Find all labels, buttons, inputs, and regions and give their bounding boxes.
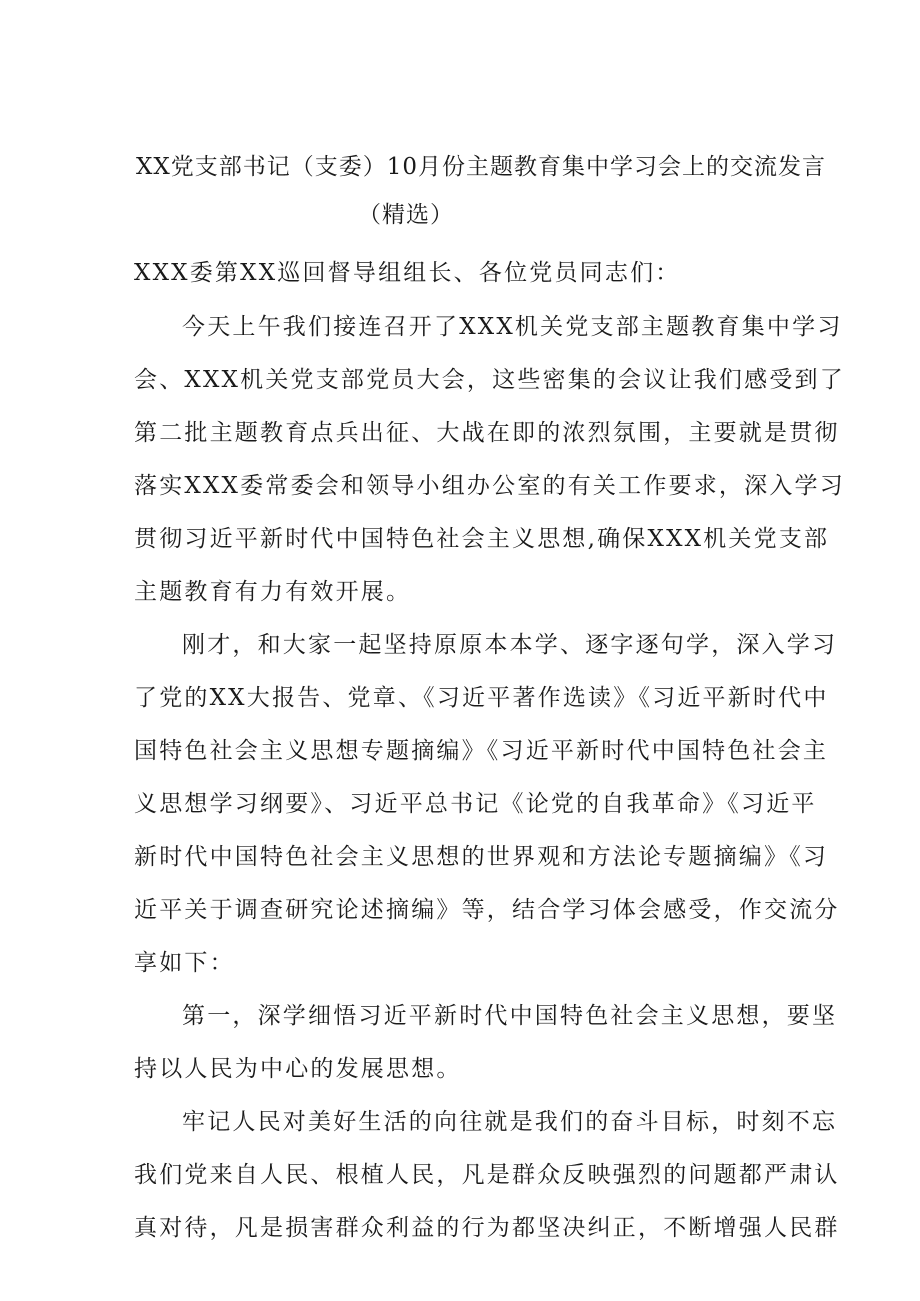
salutation: XXX委第XX巡回督导组组长、各位党员同志们：	[134, 260, 681, 286]
body-line: 落实XXX委常委会和领导小组办公室的有关工作要求，深入学习	[134, 473, 845, 499]
body-line: 新时代中国特色社会主义思想的世界观和方法论专题摘编》《习	[134, 844, 829, 870]
body-line: 第一，深学细悟习近平新时代中国特色社会主义思想，要坚	[182, 1003, 838, 1029]
body-line: 刚才，和大家一起坚持原原本本学、逐字逐句学，深入学习	[182, 632, 838, 658]
body-line: 贯彻习近平新时代中国特色社会主义思想,确保XXX机关党支部	[134, 526, 830, 552]
body-line: 近平关于调查研究论述摘编》等，结合学习体会感受，作交流分	[134, 897, 840, 923]
body-line: 牢记人民对美好生活的向往就是我们的奋斗目标，时刻不忘	[182, 1109, 838, 1135]
document-subtitle: （精选）	[358, 202, 454, 228]
body-line: 国特色社会主义思想专题摘编》《习近平新时代中国特色社会主	[134, 738, 829, 764]
body-line: 真对待，凡是损害群众利益的行为都坚决纠正，不断增强人民群	[134, 1215, 840, 1241]
body-line: 义思想学习纲要》、习近平总书记《论党的自我革命》《习近平	[134, 791, 817, 817]
body-line: 我们党来自人民、根植人民，凡是群众反映强烈的问题都严肃认	[134, 1162, 840, 1188]
body-line: 会、XXX机关党支部党员大会，这些密集的会议让我们感受到了	[134, 367, 845, 393]
body-line: 第二批主题教育点兵出征、大战在即的浓烈氛围，主要就是贯彻	[134, 420, 840, 446]
body-line: 持以人民为中心的发展思想。	[134, 1056, 462, 1082]
body-line: 享如下：	[134, 950, 235, 976]
body-line: 今天上午我们接连召开了XXX机关党支部主题教育集中学习	[182, 314, 843, 340]
document-title: XX党支部书记（支委）10月份主题教育集中学习会上的交流发言	[136, 154, 827, 180]
body-line: 主题教育有力有效开展。	[134, 579, 412, 605]
body-line: 了党的XX大报告、党章、《习近平著作选读》《习近平新时代中	[134, 685, 829, 711]
